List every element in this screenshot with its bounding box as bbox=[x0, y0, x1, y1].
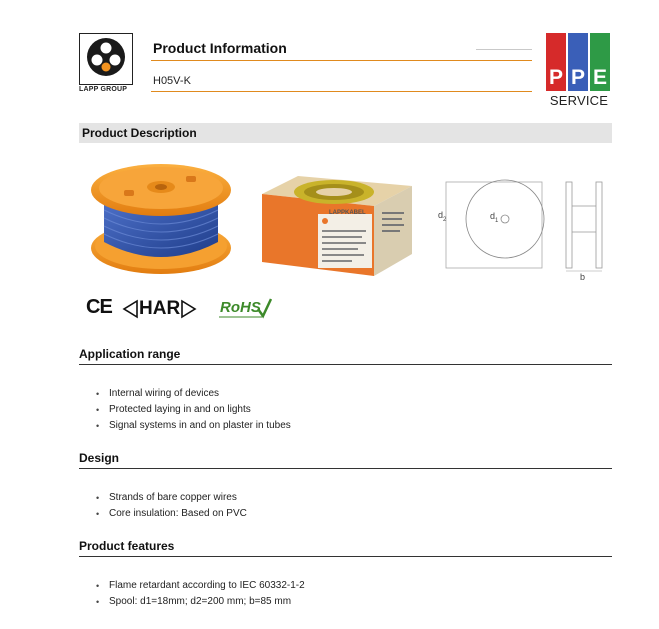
design-list bbox=[96, 490, 247, 522]
diagram-d2-label: $d_2$ bbox=[438, 210, 447, 223]
subtitle-underline bbox=[151, 91, 532, 92]
rohs-mark-icon: RoHS bbox=[218, 297, 272, 319]
har-right-arrow-icon bbox=[181, 299, 197, 319]
title-underline bbox=[151, 60, 532, 61]
design-rule bbox=[79, 468, 612, 469]
lapp-group-logo bbox=[79, 33, 135, 93]
application-range-rule bbox=[79, 364, 612, 365]
ce-mark-icon: CE bbox=[86, 296, 112, 318]
product-features-list bbox=[96, 578, 305, 610]
diagram-b-label: b bbox=[580, 272, 586, 282]
title-dotted-line bbox=[476, 49, 532, 50]
har-left-arrow-icon bbox=[122, 299, 138, 319]
list-item: • Core insulation: Based on PVC bbox=[96, 506, 247, 522]
ppe-service-logo bbox=[546, 33, 612, 115]
product-features-rule bbox=[79, 556, 612, 557]
list-item: • Protected laying in and on lights bbox=[96, 402, 291, 418]
design-heading: Design bbox=[79, 451, 120, 465]
rohs-check-icon bbox=[218, 297, 272, 319]
application-range-heading: Application range bbox=[79, 347, 181, 361]
list-item: • Strands of bare copper wires bbox=[96, 490, 247, 506]
product-description-bar bbox=[79, 123, 612, 143]
ppe-letter-1: P bbox=[546, 33, 566, 91]
list-item: • Spool: d1=18mm; d2=200 mm; b=85 mm bbox=[96, 594, 305, 610]
product-description-title: Product Description bbox=[82, 126, 197, 140]
application-range-list bbox=[96, 386, 291, 434]
list-item: • Signal systems in and on plaster in tubes bbox=[96, 418, 291, 434]
list-item: • Internal wiring of devices bbox=[96, 386, 291, 402]
cable-box-image bbox=[262, 176, 412, 276]
ppe-service-text: SERVICE bbox=[549, 93, 609, 108]
har-mark-icon: HAR bbox=[122, 296, 197, 322]
product-code: H05V-K bbox=[153, 75, 191, 87]
ppe-letter-2: P bbox=[568, 33, 588, 91]
page-title: Product Information bbox=[153, 40, 287, 56]
box-brand-label: LAPPKABEL bbox=[329, 210, 366, 216]
diagram-d1-label: $d_1$ bbox=[490, 211, 499, 224]
cable-spool-image bbox=[86, 160, 236, 278]
logo-text: LAPP GROUP bbox=[79, 86, 128, 93]
spool-dimension-diagram bbox=[432, 176, 612, 286]
product-features-heading: Product features bbox=[79, 539, 175, 553]
lapp-cable-icon bbox=[80, 34, 132, 84]
ppe-letter-3: E bbox=[590, 33, 610, 91]
list-item: • Flame retardant according to IEC 60332-1-2 bbox=[96, 578, 305, 594]
